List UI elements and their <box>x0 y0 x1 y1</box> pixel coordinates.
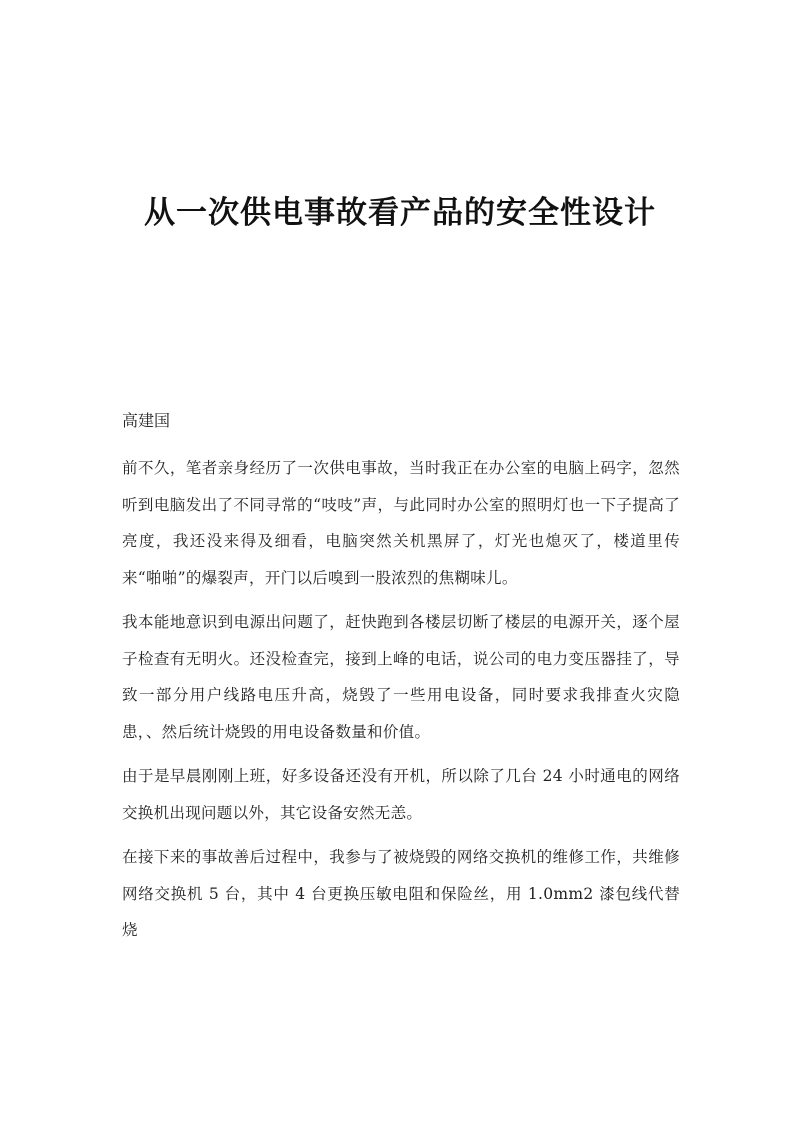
paragraph: 前不久，笔者亲身经历了一次供电事故，当时我正在办公室的电脑上码字，忽然听到电脑发出了不同寻常的“吱吱”声，与此同时办公室的照明灯也一下子提高了亮度，我还没来得及细看，电脑突然关机黑屏了，灯光也熄灭了，楼道里传来“啪啪”的爆裂声，开门以后嗅到一股浓烈的焦糊味儿。 <box>122 459 680 587</box>
document-title: 从一次供电事故看产品的安全性设计 <box>144 195 656 231</box>
author-name: 高建国 <box>122 411 171 430</box>
paragraph: 在接下来的事故善后过程中，我参与了被烧毁的网络交换机的维修工作，共维修网络交换机 5 台，其中 4 台更换压敏电阻和保险丝，用 1.0mm2 漆包线代替烧 <box>122 848 680 939</box>
paragraph: 由于是早晨刚刚上班，好多设备还没有开机，所以除了几台 24 小时通电的网络交换机出现问题以外，其它设备安然无恙。 <box>122 767 680 822</box>
document-body <box>122 450 680 957</box>
paragraph: 我本能地意识到电源出问题了，赶快跑到各楼层切断了楼层的电源开关，逐个屋子检查有无明火。还没检查完，接到上峰的电话，说公司的电力变压器挂了，导致一部分用户线路电压升高，烧毁了一些用电设备，同时要求我排查火灾隐患，、然后统计烧毁的用电设备数量和价值。 <box>122 613 680 741</box>
